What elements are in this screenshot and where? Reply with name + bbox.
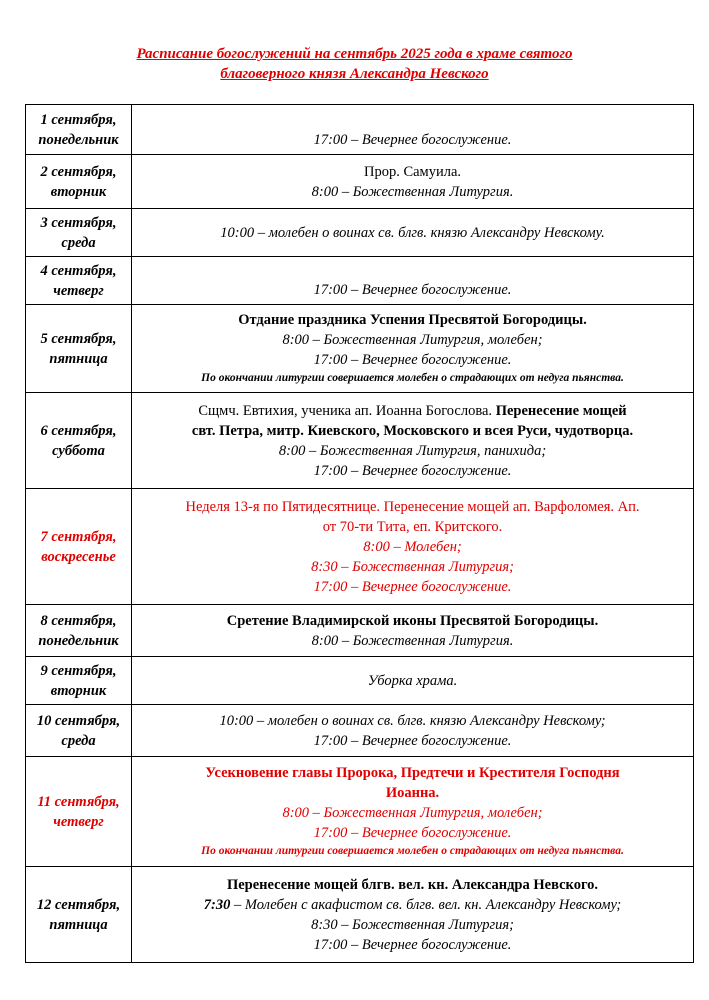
- date-cell: [26, 257, 132, 305]
- date-label: 12 сентября,: [36, 896, 121, 913]
- table-row: [26, 867, 694, 963]
- weekday-label: четверг: [53, 282, 104, 299]
- service-cell: [132, 657, 694, 705]
- date-label: 2 сентября,: [40, 163, 117, 180]
- service-line: 8:00 – Божественная Литургия.: [311, 632, 514, 649]
- weekday-label: понедельник: [38, 632, 119, 649]
- date-cell: [26, 867, 132, 963]
- feast-line: свт. Петра, митр. Киевского, Московского и всея Руси, чудотворца.: [191, 422, 634, 439]
- service-line: 10:00 – молебен о воинах св. блгв. князю Александру Невскому.: [220, 224, 605, 241]
- feast-line: Усекновение главы Пророка, Предтечи и Крестителя Господня: [205, 765, 620, 781]
- weekday-label: пятница: [49, 350, 108, 367]
- table-row: [26, 393, 694, 489]
- date-cell: [26, 705, 132, 757]
- service-line: 8:00 – Божественная Литургия.: [311, 183, 514, 200]
- service-line: 17:00 – Вечернее богослужение.: [313, 825, 512, 841]
- date-label: 7 сентября,: [40, 528, 117, 545]
- feast-line: Прор. Самуила.: [363, 163, 462, 180]
- feast-line: [138, 401, 687, 421]
- table-row: [26, 657, 694, 705]
- date-cell: [26, 757, 132, 867]
- service-time: 7:30: [203, 896, 231, 913]
- table-row: [26, 489, 694, 605]
- service-cell: [132, 867, 694, 963]
- date-label: 4 сентября,: [40, 262, 117, 279]
- date-cell: [26, 209, 132, 257]
- date-label: 6 сентября,: [40, 422, 117, 439]
- feast-line: Отдание праздника Успения Пресвятой Богородицы.: [238, 312, 587, 328]
- service-cell: [132, 209, 694, 257]
- table-row: [26, 209, 694, 257]
- service-cell: [132, 705, 694, 757]
- feast-line: Неделя 13-я по Пятидесятнице. Перенесение мощей ап. Варфоломея. Ап.: [185, 498, 640, 515]
- service-line: 17:00 – Вечернее богослужение.: [313, 132, 512, 148]
- service-cell: [132, 757, 694, 867]
- service-line: 17:00 – Вечернее богослужение.: [313, 578, 512, 595]
- weekday-label: четверг: [53, 813, 104, 830]
- service-cell: [132, 305, 694, 393]
- date-cell: [26, 657, 132, 705]
- feast-bold-text: Перенесение мощей: [495, 402, 627, 419]
- page-title: [0, 44, 709, 84]
- date-cell: [26, 605, 132, 657]
- service-line: 8:30 – Божественная Литургия;: [311, 558, 514, 575]
- feast-line: от 70-ти Тита, еп. Критского.: [322, 518, 503, 535]
- date-label: 1 сентября,: [40, 111, 117, 128]
- service-line: 17:00 – Вечернее богослужение.: [313, 352, 512, 368]
- service-cell: [132, 155, 694, 209]
- date-label: 5 сентября,: [40, 330, 117, 347]
- weekday-label: среда: [61, 234, 96, 251]
- table-row: [26, 705, 694, 757]
- table-row: [26, 257, 694, 305]
- service-cell: [132, 489, 694, 605]
- table-row: [26, 305, 694, 393]
- weekday-label: вторник: [50, 183, 107, 200]
- service-line: 8:30 – Божественная Литургия;: [311, 916, 514, 933]
- service-line: 17:00 – Вечернее богослужение.: [313, 282, 512, 298]
- date-label: 9 сентября,: [40, 662, 117, 679]
- service-line: 10:00 – молебен о воинах св. блгв. князю Александру Невскому;: [219, 712, 606, 729]
- date-cell: [26, 105, 132, 155]
- weekday-label: понедельник: [38, 131, 119, 148]
- note-line: По окончании литургии совершается молебен о страдающих от недуга пьянства.: [201, 845, 624, 857]
- service-cell: [132, 257, 694, 305]
- weekday-label: пятница: [49, 916, 108, 933]
- table-row: [26, 605, 694, 657]
- service-text: – Молебен с акафистом св. блгв. вел. кн. Александру Невскому;: [230, 896, 622, 913]
- service-line: 17:00 – Вечернее богослужение.: [313, 936, 512, 953]
- service-line: [138, 895, 687, 915]
- date-label: 3 сентября,: [40, 214, 117, 231]
- date-cell: [26, 305, 132, 393]
- date-label: 8 сентября,: [40, 612, 117, 629]
- service-cell: [132, 605, 694, 657]
- weekday-label: суббота: [52, 442, 105, 459]
- weekday-label: среда: [61, 732, 96, 749]
- weekday-label: вторник: [50, 682, 107, 699]
- title-line-1: Расписание богослужений на сентябрь 2025 года в храме святого: [136, 46, 573, 62]
- service-line: 8:00 – Божественная Литургия, молебен;: [282, 332, 543, 348]
- weekday-label: воскресенье: [41, 548, 116, 565]
- note-line: По окончании литургии совершается молебен о страдающих от недуга пьянства.: [201, 372, 624, 384]
- date-cell: [26, 155, 132, 209]
- date-cell: [26, 489, 132, 605]
- table-row: [26, 155, 694, 209]
- service-cell: [132, 105, 694, 155]
- service-line: 8:00 – Божественная Литургия, панихида;: [278, 442, 547, 459]
- service-line: 17:00 – Вечернее богослужение.: [313, 732, 512, 749]
- service-cell: [132, 393, 694, 489]
- date-cell: [26, 393, 132, 489]
- table-row: [26, 105, 694, 155]
- feast-line: Сретение Владимирской иконы Пресвятой Богородицы.: [226, 612, 599, 629]
- schedule-table: [25, 104, 694, 963]
- service-line: 8:00 – Молебен;: [363, 538, 462, 555]
- date-label: 11 сентября,: [37, 793, 120, 810]
- saint-text: Сщмч. Евтихия, ученика ап. Иоанна Богослова.: [198, 402, 493, 419]
- service-line: Уборка храма.: [367, 672, 458, 689]
- feast-line: Иоанна.: [385, 785, 440, 801]
- service-line: 17:00 – Вечернее богослужение.: [313, 462, 512, 479]
- title-line-2: благоверного князя Александра Невского: [220, 66, 489, 82]
- date-label: 10 сентября,: [36, 712, 121, 729]
- feast-line: Перенесение мощей блгв. вел. кн. Александра Невского.: [226, 876, 599, 893]
- table-row: [26, 757, 694, 867]
- service-line: 8:00 – Божественная Литургия, молебен;: [282, 805, 543, 821]
